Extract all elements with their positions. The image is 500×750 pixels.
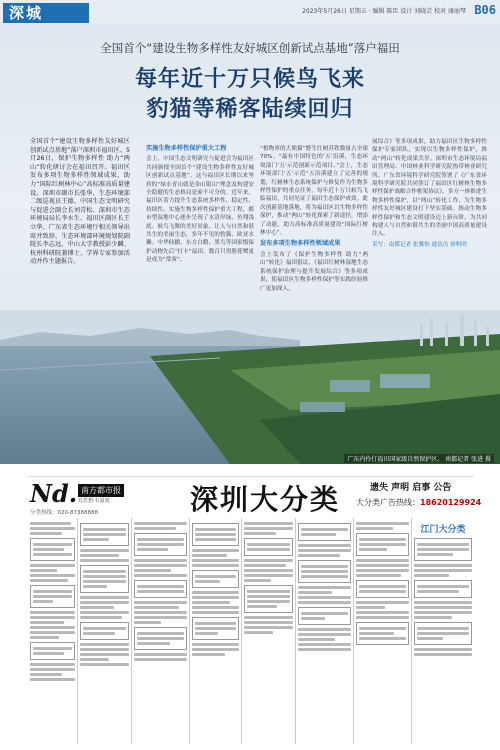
wetland-photo [0,310,500,464]
classified-column [296,518,354,744]
ad-phone [356,497,481,508]
classified-column [78,518,132,744]
notice-types: 遗失 声明 启事 公告 [370,483,452,493]
page-number: B06 [474,3,496,17]
classified-column [28,518,78,744]
headline-line-2: 豹猫等稀客陆续回归 [146,97,354,122]
classified-title: 深圳大分类 [190,483,341,516]
brand-name: 南方都市报 [78,484,124,497]
newspaper-logo: Nd. [30,479,78,508]
section-tag: 深城 [3,3,89,23]
classified-column [190,518,242,744]
column-2-text: “植物界的大熊猫”野生红树苏铁数量占全球70%。“最有中国特色的‘五’沿溪，生态环境部门‘五’示范创新示范项目。”会上，生态环境部门‘五’示范“五沿溪建立了完善的规划，红树林生态系统保护与修复作为生物多样性保护的重点任务，每年近十万只候鸟飞临福田，共同见证了福田生态保护成效。此次创新基地落地，将为福田区以生物多样性保护，推动“两山”转化探索了新途径，增添了动能，助力高标准高质量建设“国际红树林中心”。 [260,146,368,237]
article-column-2 [260,145,368,293]
classified-column [132,518,190,744]
article-column-3 [372,138,487,249]
article-byline: 采写：南都记者 张馨怡 通讯员 徐明明 [372,241,467,248]
column-1-text: 会上，中国生态文明研究与促进会为福田区共同颁授全国首个“建设生物多样性友好城区创新试点基地”。这与福田区长期以来坚持的“绿水青山就是金山银山”理念及构建安全稳健的生态格局是密不可分的。近年来，福田区着力提升生态系统多样性、稳定性、持续性，实施生物多样性保护重大工程，都市型湿地中心逐步呈现了水清岸绿、鱼翔浅底、候鸟飞舞的美好景象。让人与自然和谐共生的美丽生态，多年不见的豹猫、欧亚水獭、中华仙鹟、东方白鹳、黑鸟等国家级保护动物先后“打卡”福田，数百只黑脸琵鹭更是成为“常客”。 [146,156,254,264]
column-2-subhead: 发布多项生物多样性领域成果 [260,240,341,248]
dateline: 2023年5月26日 星期五 · 编辑 陈臣 设计 刘晓芸 校对 康丽琴 [302,8,466,15]
headline-line-1: 每年近十万只候鸟飞来 [134,67,365,92]
classified-column [354,518,412,744]
ad-phone-label: 大分类广告热线： [356,498,420,507]
column-1-subhead: 实施生物多样性保护重大工程 [146,145,227,152]
jiangmen-heading: 江门大分类 [420,525,466,535]
photo-caption: 广东内伶仃福田国家级自然保护区。 南都记者 张进 摄 [344,454,494,463]
hotline: 分类热线：020-87388888 [30,510,98,516]
ad-phone-number: 18620129924 [420,498,482,507]
classified-grid [28,518,474,744]
jiangmen-column [412,518,474,744]
classified-column [242,518,296,744]
column-3-text: 展综合》等多项成果，助力福田区生物多样性保护专家团队，实现以生物多样性保护，推动“两山”转化成果共享。深圳市生态环境局福田管理局、中国林业科学研究院热带林业研究所、广东省环境科学研究院签署了《广东省环境科学研究院共同签订了福田区红树林生物多样性保护战略合作框架协议》，多方一体推进生物多样性保护，以“两山”转化工作，为生物多样性友好城区建设打下坚实基础。推动生物多样性保护和生态文明建设迈上新台阶，为共同构建人与自然和谐共生的美丽中国高质量建设注入。 [372,139,487,238]
article-kicker: 全国首个“建设生物多样性友好城区创新试点基地”落户福田 [100,41,400,55]
article-lead: 全国首个“建设生物多样性友好城区创新试点基地”落户深圳市福田区。5月26日，保护生物多样性 助力“两山”转化研讨会在福田召开。福田区发布多项生物多样性领域成果，助力“国际红树林中心”高标准高质量建设。深圳市副市长张华、生态环境部二级巡视员王德、中国生态文明研究与促进会副会长刘青松、深圳市生态环境局局长李水生、福田区副区长王立华、广东省生态环境厅相关领导出席并致辞。生态环境部环境规划院副院长李志远、中山大学教授彭少麟、杭州科研院兼博士、学界专家参加活动并作主题报告。 [30,138,130,266]
column-2b-text: 会上发布了《保护生物多样性 助力“两山”转化》福田倡议、《福田红树林湿地生态系统保护治理与提升发展综合》等多项成果，使福田区生物多样性保护等实践经验推广更加深入。 [260,251,368,292]
article-column-1 [146,145,254,265]
brand-slogan: 有思想·有温度 [78,498,110,504]
